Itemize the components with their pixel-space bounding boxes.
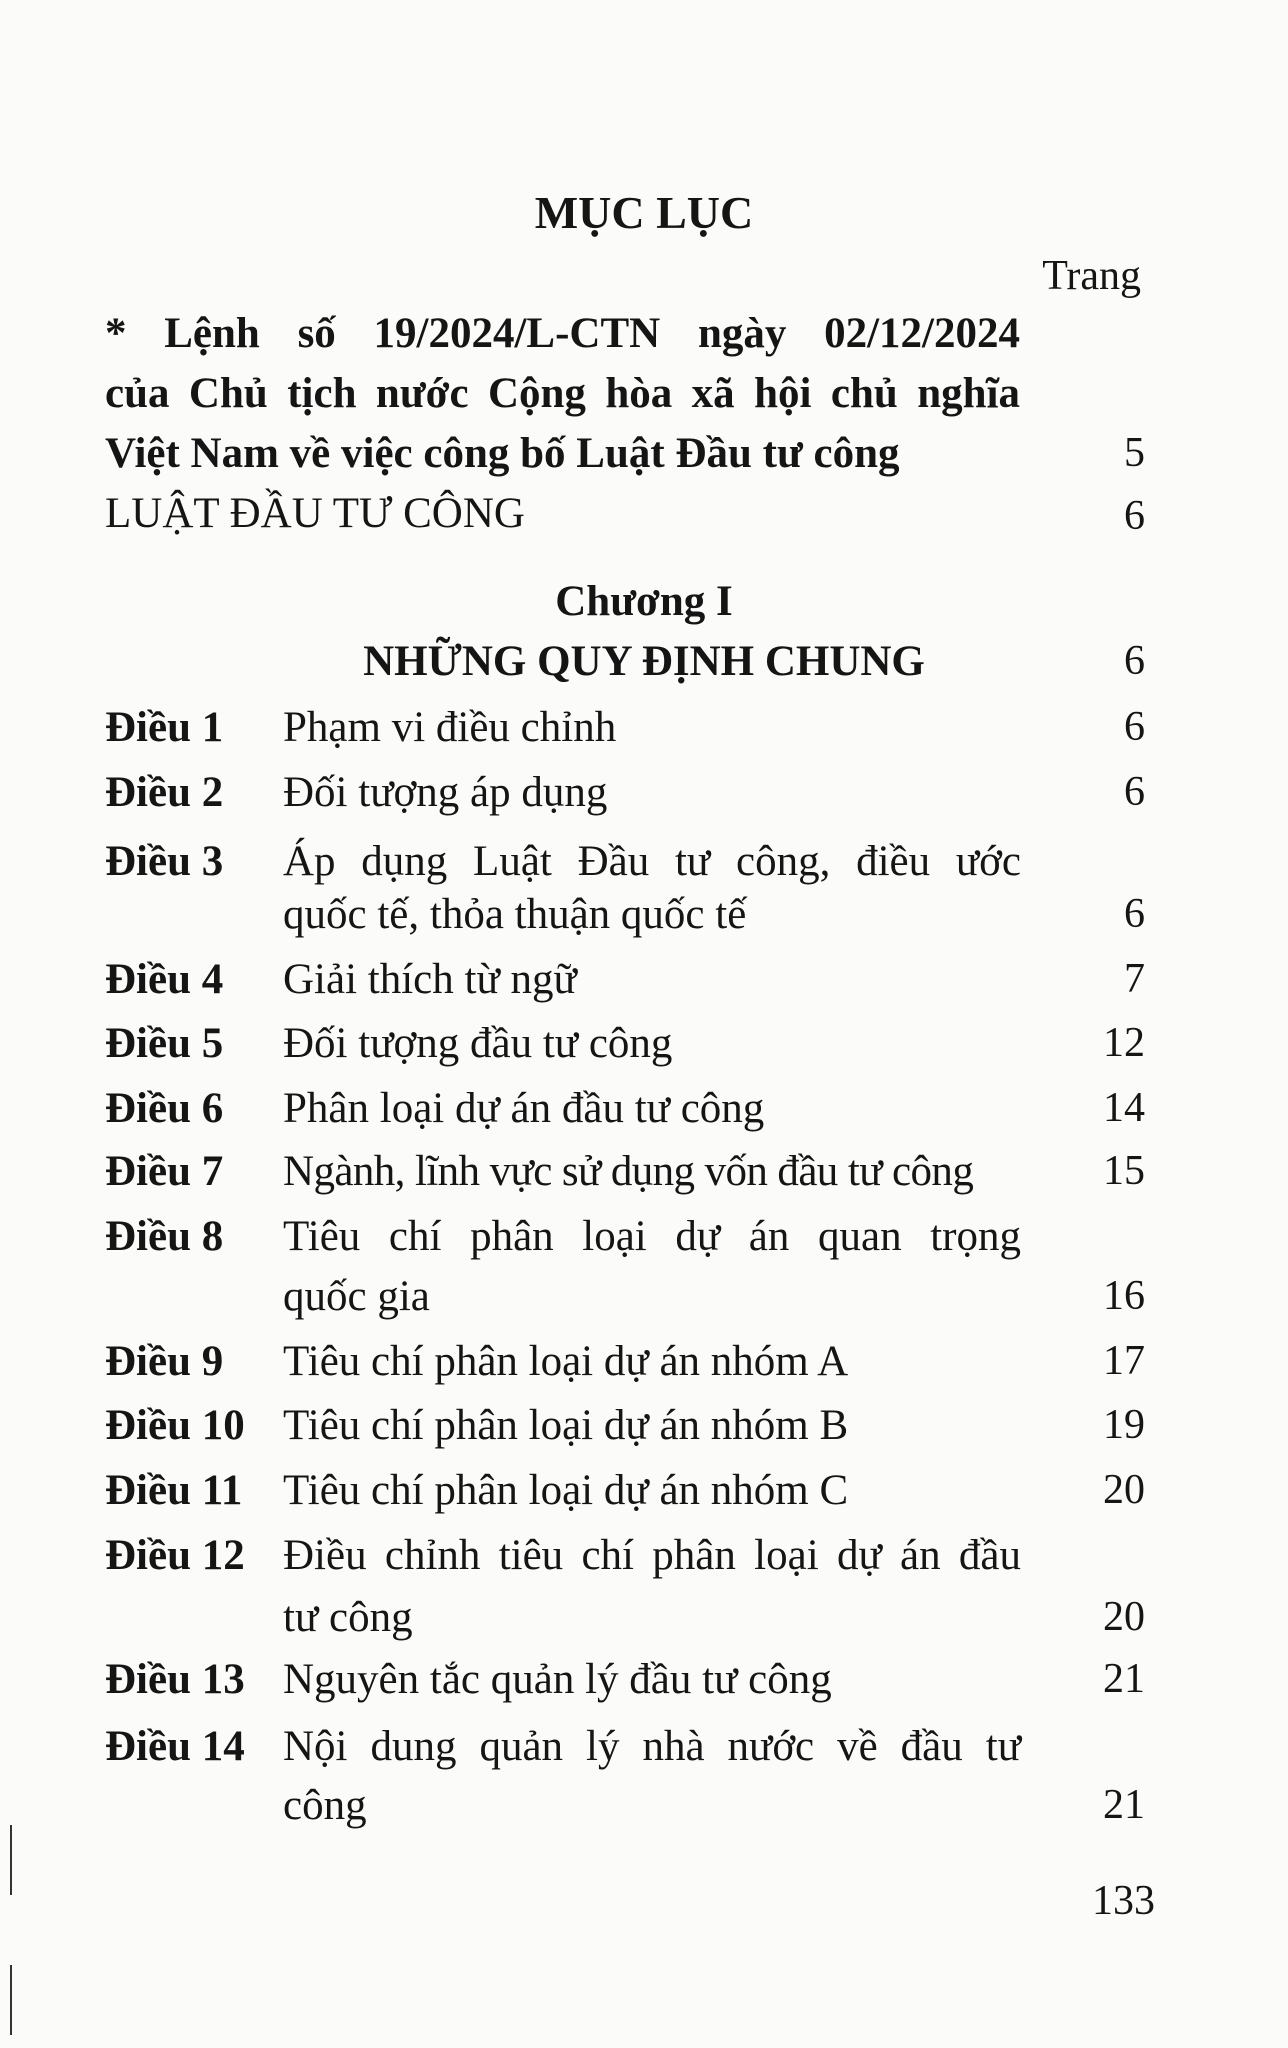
article-page-number: 7 [1124, 956, 1145, 1002]
article-page-number: 15 [1103, 1148, 1145, 1194]
article-page-number: 21 [1103, 1782, 1145, 1828]
article-label: Điều 14 [105, 1723, 245, 1770]
article-title: Tiêu chí phân loại dự án nhóm C [283, 1467, 849, 1514]
article-title: Giải thích từ ngữ [283, 956, 577, 1003]
article-page-number: 16 [1103, 1273, 1145, 1319]
article-label: Điều 4 [105, 956, 224, 1003]
article-title-line-1: Tiêu chí phân loại dự án quan trọng [283, 1213, 1021, 1260]
article-page-number: 12 [1103, 1020, 1145, 1066]
article-page-number: 6 [1124, 704, 1145, 750]
article-page-number: 21 [1103, 1656, 1145, 1702]
article-title: Phạm vi điều chỉnh [283, 704, 617, 751]
article-title: Nguyên tắc quản lý đầu tư công [283, 1656, 832, 1703]
article-label: Điều 2 [105, 769, 224, 816]
article-title-line-1: Điều chỉnh tiêu chí phân loại dự án đầu [283, 1532, 1021, 1579]
article-title: Ngành, lĩnh vực sử dụng vốn đầu tư công [283, 1148, 974, 1195]
article-title: Tiêu chí phân loại dự án nhóm A [283, 1338, 849, 1385]
article-label: Điều 12 [105, 1532, 245, 1579]
article-label: Điều 10 [105, 1402, 245, 1449]
article-title-line-2: tư công [283, 1594, 413, 1641]
intro-page-number: 5 [1124, 430, 1145, 476]
article-title: Phân loại dự án đầu tư công [283, 1085, 765, 1132]
intro-line-1: * Lệnh số 19/2024/L-CTN ngày 02/12/2024 [105, 310, 1020, 357]
article-title: Đối tượng đầu tư công [283, 1020, 673, 1067]
article-label: Điều 11 [105, 1467, 243, 1514]
article-page-number: 19 [1103, 1402, 1145, 1448]
article-title-line-1: Nội dung quản lý nhà nước về đầu tư [283, 1723, 1021, 1770]
article-page-number: 6 [1124, 769, 1145, 815]
chapter-title: NHỮNG QUY ĐỊNH CHUNG [363, 638, 925, 685]
article-label: Điều 5 [105, 1020, 224, 1067]
article-page-number: 6 [1124, 891, 1145, 937]
article-label: Điều 3 [105, 838, 224, 885]
chapter-label: Chương I [555, 578, 733, 625]
article-title-line-2: quốc tế, thỏa thuận quốc tế [283, 891, 747, 938]
article-title: Đối tượng áp dụng [283, 769, 608, 816]
article-title-line-2: quốc gia [283, 1273, 430, 1320]
margin-line [10, 1965, 12, 2035]
article-label: Điều 8 [105, 1213, 224, 1260]
intro-line-3: Việt Nam về việc công bố Luật Đầu tư công [105, 430, 900, 477]
article-title-line-1: Áp dụng Luật Đầu tư công, điều ước [283, 838, 1021, 885]
article-label: Điều 7 [105, 1148, 224, 1195]
article-label: Điều 9 [105, 1338, 224, 1385]
chapter-page-number: 6 [1124, 638, 1145, 684]
law-title: LUẬT ĐẦU TƯ CÔNG [105, 490, 525, 537]
article-label: Điều 1 [105, 704, 224, 751]
article-title: Tiêu chí phân loại dự án nhóm B [283, 1402, 849, 1449]
page-number: 133 [1092, 1878, 1155, 1924]
article-page-number: 17 [1103, 1338, 1145, 1384]
article-page-number: 20 [1103, 1594, 1145, 1640]
law-page-number: 6 [1124, 493, 1145, 539]
article-page-number: 20 [1103, 1467, 1145, 1513]
article-page-number: 14 [1103, 1085, 1145, 1131]
intro-line-2: của Chủ tịch nước Cộng hòa xã hội chủ nghĩa [105, 370, 1020, 417]
article-label: Điều 13 [105, 1656, 245, 1703]
toc-title: MỤC LỤC [534, 187, 754, 238]
article-title-line-2: công [283, 1782, 367, 1829]
margin-line [10, 1825, 12, 1895]
article-label: Điều 6 [105, 1085, 224, 1132]
page-column-header: Trang [1042, 253, 1141, 299]
